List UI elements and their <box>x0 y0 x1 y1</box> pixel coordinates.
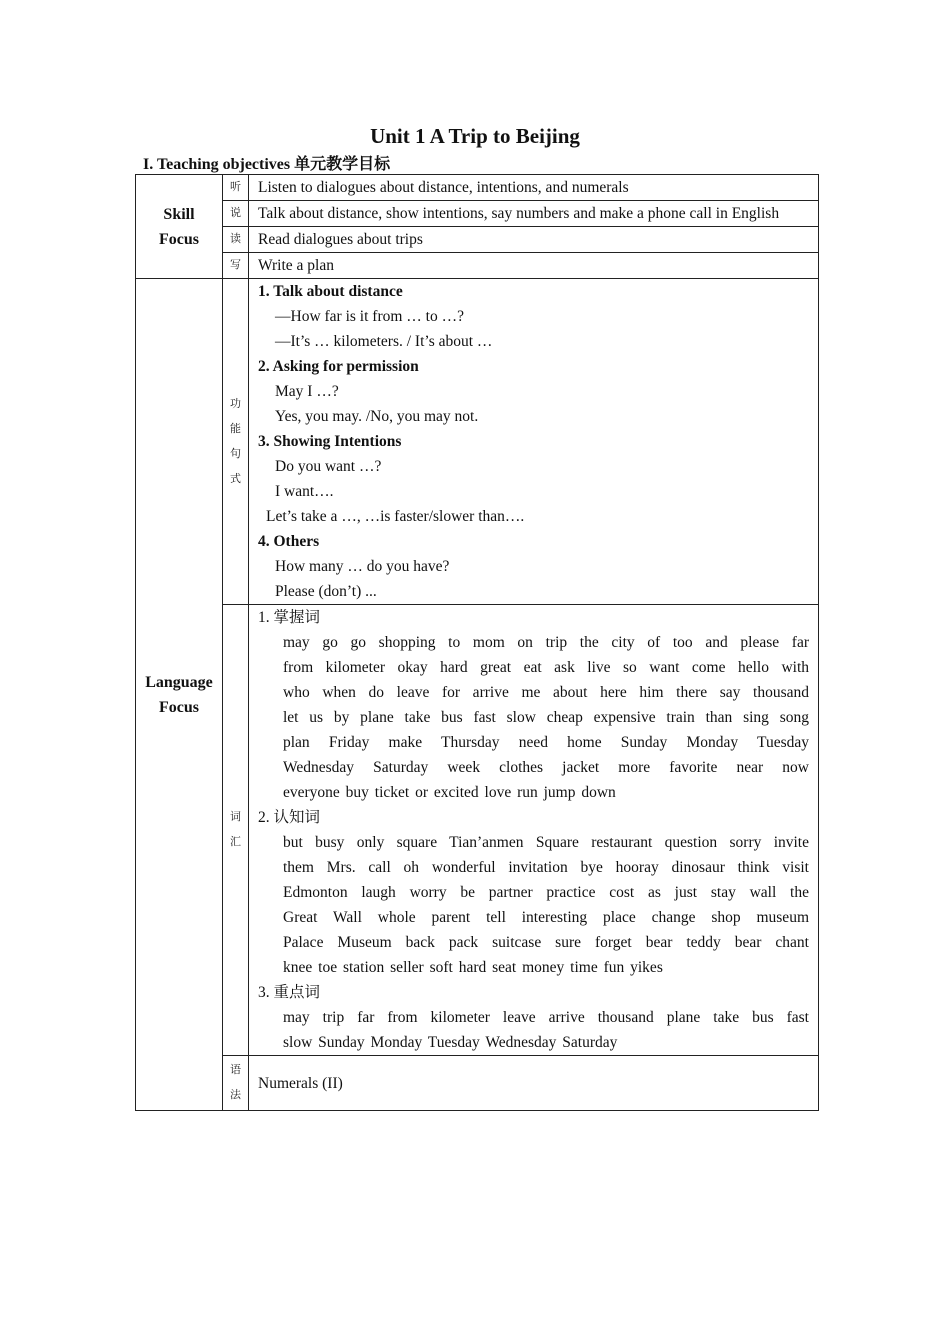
function-line: Please (don’t) ... <box>275 583 377 600</box>
vocab-section-heading: 2. 认知词 <box>258 809 321 826</box>
sub-label-write: 写 <box>223 253 249 279</box>
page-title: Unit 1 A Trip to Beijing <box>370 124 580 148</box>
functions-cell <box>249 279 819 605</box>
section-heading: I. Teaching objectives 单元教学目标 <box>143 156 391 173</box>
vocab-word-line: knee toe station seller soft hard seat money time fun yikes <box>283 959 663 976</box>
vocab-word-line: may trip far from kilometer leave arrive thousand plane take bus fast <box>283 1009 809 1026</box>
vocab-word-line: Wednesday Saturday week clothes jacket more favorite near now <box>283 759 809 776</box>
sub-label-vocabulary: 词 汇 <box>223 605 249 1056</box>
sub-label-read: 读 <box>223 227 249 253</box>
skill-write-text: Write a plan <box>249 253 819 279</box>
function-line: How many … do you have? <box>275 558 450 575</box>
vocab-word-line: from kilometer okay hard great eat ask live so want come hello with <box>283 659 809 676</box>
function-heading: 1. Talk about distance <box>258 283 403 300</box>
table-row <box>136 253 819 279</box>
table-row <box>136 279 819 605</box>
language-focus-label: Language Focus <box>136 279 223 1111</box>
function-heading: 3. Showing Intentions <box>258 433 402 450</box>
vocab-word-line: Great Wall whole parent tell interesting place change shop museum <box>283 909 809 926</box>
function-line: Do you want …? <box>275 458 382 475</box>
function-heading: 2. Asking for permission <box>258 358 419 375</box>
sub-label-grammar: 语 法 <box>223 1056 249 1111</box>
function-line: May I …? <box>275 383 339 400</box>
table-row <box>136 175 819 201</box>
function-line: Let’s take a …, …is faster/slower than…. <box>266 508 525 525</box>
grammar-text: Numerals (II) <box>249 1056 819 1111</box>
vocab-section-heading: 3. 重点词 <box>258 984 321 1001</box>
sub-label-functions: 功 能 句 式 <box>223 279 249 605</box>
table-row <box>136 605 819 1056</box>
vocab-word-line: let us by plane take bus fast slow cheap expensive train than sing song <box>283 709 809 726</box>
sub-label-speak: 说 <box>223 201 249 227</box>
table-row <box>136 201 819 227</box>
vocab-word-line: plan Friday make Thursday need home Sunday Monday Tuesday <box>283 734 809 751</box>
vocab-word-line: them Mrs. call oh wonderful invitation bye hooray dinosaur think visit <box>283 859 809 876</box>
function-line: —It’s … kilometers. / It’s about … <box>275 333 493 350</box>
table-row <box>136 1056 819 1111</box>
function-line: —How far is it from … to …? <box>275 308 464 325</box>
vocab-word-line: may go go shopping to mom on trip the city of too and please far <box>283 634 809 651</box>
vocab-word-line: everyone buy ticket or excited love run jump down <box>283 784 616 801</box>
vocab-word-line: but busy only square Tian’anmen Square restaurant question sorry invite <box>283 834 809 851</box>
skill-read-text: Read dialogues about trips <box>249 227 819 253</box>
function-heading: 4. Others <box>258 533 320 550</box>
sub-label-listen: 听 <box>223 175 249 201</box>
vocab-word-line: Palace Museum back pack suitcase sure forget bear teddy bear chant <box>283 934 809 951</box>
function-line: I want…. <box>275 483 334 500</box>
skill-listen-text: Listen to dialogues about distance, intentions, and numerals <box>249 175 819 201</box>
skill-focus-label: Skill Focus <box>136 175 223 279</box>
objectives-table <box>135 174 819 1111</box>
vocab-section-heading: 1. 掌握词 <box>258 609 321 626</box>
vocab-word-line: slow Sunday Monday Tuesday Wednesday Saturday <box>283 1034 618 1051</box>
skill-speak-text: Talk about distance, show intentions, say numbers and make a phone call in English <box>249 201 819 227</box>
vocab-word-line: who when do leave for arrive me about here him there say thousand <box>283 684 809 701</box>
function-line: Yes, you may. /No, you may not. <box>275 408 479 425</box>
vocabulary-cell <box>249 605 819 1056</box>
table-row <box>136 227 819 253</box>
vocab-word-line: Edmonton laugh worry be partner practice cost as just stay wall the <box>283 884 809 901</box>
